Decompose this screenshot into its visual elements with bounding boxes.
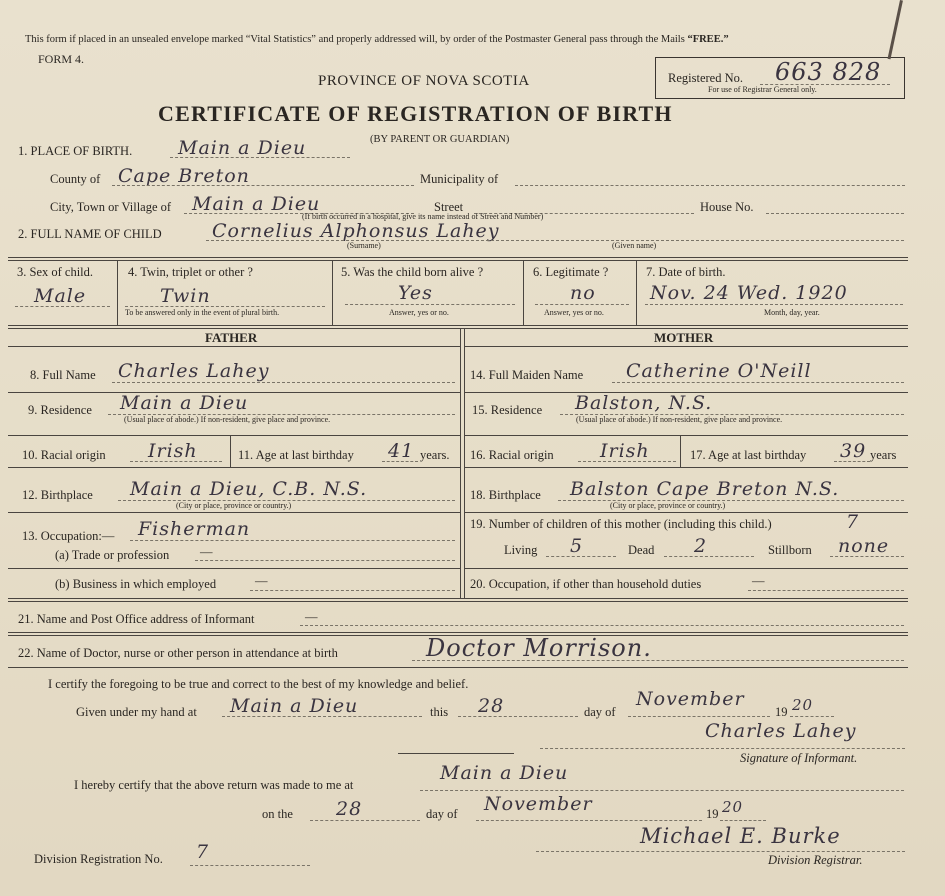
father-age-value: 41 xyxy=(388,440,415,462)
given-year-value: 20 xyxy=(792,696,814,714)
registrar-place-value: Main a Dieu xyxy=(440,762,569,784)
given-place-value: Main a Dieu xyxy=(230,695,359,717)
division-registration-value: 7 xyxy=(196,841,210,863)
father-occupation-value: Fisherman xyxy=(138,518,251,540)
hospital-note: (If birth occurred in a hospital, give its name instead of Street and Number) xyxy=(302,212,544,221)
sex-label: 3. Sex of child. xyxy=(17,265,94,279)
dead-label: Dead xyxy=(628,543,655,557)
father-years-label: years. xyxy=(420,448,450,462)
date-note: Month, day, year. xyxy=(764,308,820,317)
certify-text: I certify the foregoing to be true and correct to the best of my knowledge and belief. xyxy=(48,677,469,691)
mother-children-value: 7 xyxy=(846,511,860,533)
father-name-value: Charles Lahey xyxy=(118,360,270,382)
mother-age-label: 17. Age at last birthday xyxy=(690,448,807,462)
on-the-label: on the xyxy=(262,807,293,821)
surname-note: (Surname) xyxy=(347,241,381,250)
father-trade-value: — xyxy=(200,545,213,559)
given-year-prefix: 19 xyxy=(775,705,788,719)
child-name-label: 2. FULL NAME OF CHILD xyxy=(18,227,162,241)
street-label: Street xyxy=(434,200,464,214)
legitimate-value: no xyxy=(570,282,596,304)
twin-value: Twin xyxy=(160,285,211,307)
city-value: Main a Dieu xyxy=(192,193,321,215)
given-day-of-label: day of xyxy=(584,705,616,719)
informant-signature: Charles Lahey xyxy=(705,720,857,742)
house-label: House No. xyxy=(700,200,754,214)
father-business-label: (b) Business in which employed xyxy=(55,577,217,591)
alive-value: Yes xyxy=(398,282,433,304)
registrar-signature-label: Division Registrar. xyxy=(768,853,863,867)
this-label: this xyxy=(430,705,449,719)
mother-racial-label: 16. Racial origin xyxy=(470,448,554,462)
father-birthplace-value: Main a Dieu, C.B. N.S. xyxy=(130,478,368,500)
legitimate-note: Answer, yes or no. xyxy=(544,308,604,317)
pen-mark xyxy=(888,0,903,59)
doctor-value: Doctor Morrison. xyxy=(426,634,652,662)
mother-racial-value: Irish xyxy=(600,440,650,462)
father-residence-note: (Usual place of abode.) If non-resident, give place and province. xyxy=(124,415,331,424)
legitimate-label: 6. Legitimate ? xyxy=(533,265,609,279)
registrar-signature: Michael E. Burke xyxy=(640,824,841,848)
date-of-birth-value: Nov. 24 Wed. 1920 xyxy=(650,282,848,304)
stillborn-label: Stillborn xyxy=(768,543,812,557)
alive-label: 5. Was the child born alive ? xyxy=(341,265,484,279)
given-month-value: November xyxy=(636,688,745,710)
child-name-value: Cornelius Alphonsus Lahey xyxy=(212,220,500,242)
mother-residence-value: Balston, N.S. xyxy=(575,392,713,414)
registrar-day-value: 28 xyxy=(336,798,363,820)
father-racial-value: Irish xyxy=(148,440,198,462)
mother-children-label: 19. Number of children of this mother (including this child.) xyxy=(470,517,772,531)
given-under-label: Given under my hand at xyxy=(76,705,197,719)
father-birthplace-note: (City or place, province or country.) xyxy=(176,501,292,510)
registrar-text: I hereby certify that the above return was made to me at xyxy=(74,778,354,792)
mother-name-label: 14. Full Maiden Name xyxy=(470,368,584,382)
father-heading: FATHER xyxy=(205,330,258,345)
mother-name-value: Catherine O'Neill xyxy=(626,360,812,382)
sex-value: Male xyxy=(34,285,87,307)
father-residence-value: Main a Dieu xyxy=(120,392,249,414)
date-of-birth-label: 7. Date of birth. xyxy=(646,265,726,279)
form-number: FORM 4. xyxy=(38,52,85,66)
city-label: City, Town or Village of xyxy=(50,200,172,214)
given-day-value: 28 xyxy=(478,695,505,717)
mother-residence-note: (Usual place of abode.) If non-resident, give place and province. xyxy=(576,415,783,424)
informant-signature-label: Signature of Informant. xyxy=(740,751,858,765)
informant-label: 21. Name and Post Office address of Informant xyxy=(18,612,255,626)
father-residence-label: 9. Residence xyxy=(28,403,92,417)
mother-occupation-label: 20. Occupation, if other than household duties xyxy=(470,577,702,591)
mother-occupation-value: — xyxy=(752,574,765,588)
certificate-subtitle: (BY PARENT OR GUARDIAN) xyxy=(370,134,510,145)
county-value: Cape Breton xyxy=(118,165,250,187)
registered-number: 663 828 xyxy=(775,58,882,86)
municipality-label: Municipality of xyxy=(420,172,499,186)
mother-years-label: years xyxy=(870,448,897,462)
mother-birthplace-label: 18. Birthplace xyxy=(470,488,541,502)
registrar-month-value: November xyxy=(484,793,593,815)
place-of-birth-label: 1. PLACE OF BIRTH. xyxy=(18,144,133,158)
father-occupation-label: 13. Occupation:— xyxy=(22,529,115,543)
mother-residence-label: 15. Residence xyxy=(472,403,543,417)
mother-birthplace-note: (City or place, province or country.) xyxy=(610,501,726,510)
registrar-year-value: 20 xyxy=(722,798,744,816)
father-name-label: 8. Full Name xyxy=(30,368,96,382)
registrar-year-prefix: 19 xyxy=(706,807,719,821)
father-trade-label: (a) Trade or profession xyxy=(55,548,170,562)
place-of-birth-value: Main a Dieu xyxy=(178,137,307,159)
stillborn-value: none xyxy=(838,535,890,557)
doctor-label: 22. Name of Doctor, nurse or other person in attendance at birth xyxy=(18,646,338,660)
alive-note: Answer, yes or no. xyxy=(389,308,449,317)
postal-notice: This form if placed in an unsealed envelope marked “Vital Statistics” and properly addressed will, by order of the Postmaster General pass through the Mails “FREE.” xyxy=(25,34,729,45)
province-heading: PROVINCE OF NOVA SCOTIA xyxy=(318,73,530,89)
given-name-note: (Given name) xyxy=(612,241,657,250)
division-registration-label: Division Registration No. xyxy=(34,852,163,866)
father-racial-label: 10. Racial origin xyxy=(22,448,106,462)
father-age-label: 11. Age at last birthday xyxy=(238,448,354,462)
registrar-note: For use of Registrar General only. xyxy=(708,85,817,94)
mother-heading: MOTHER xyxy=(654,330,714,345)
mother-birthplace-value: Balston Cape Breton N.S. xyxy=(570,478,840,500)
certificate-title: CERTIFICATE OF REGISTRATION OF BIRTH xyxy=(158,101,673,126)
registered-label: Registered No. xyxy=(668,71,743,85)
living-value: 5 xyxy=(570,535,584,557)
living-label: Living xyxy=(504,543,538,557)
mother-age-value: 39 xyxy=(840,440,867,462)
county-label: County of xyxy=(50,172,101,186)
dead-value: 2 xyxy=(694,535,708,557)
twin-label: 4. Twin, triplet or other ? xyxy=(128,265,253,279)
twin-note: To be answered only in the event of plural birth. xyxy=(125,308,280,317)
father-business-value: — xyxy=(255,574,268,588)
father-birthplace-label: 12. Birthplace xyxy=(22,488,93,502)
informant-value: — xyxy=(305,610,318,624)
registrar-day-of-label: day of xyxy=(426,807,458,821)
